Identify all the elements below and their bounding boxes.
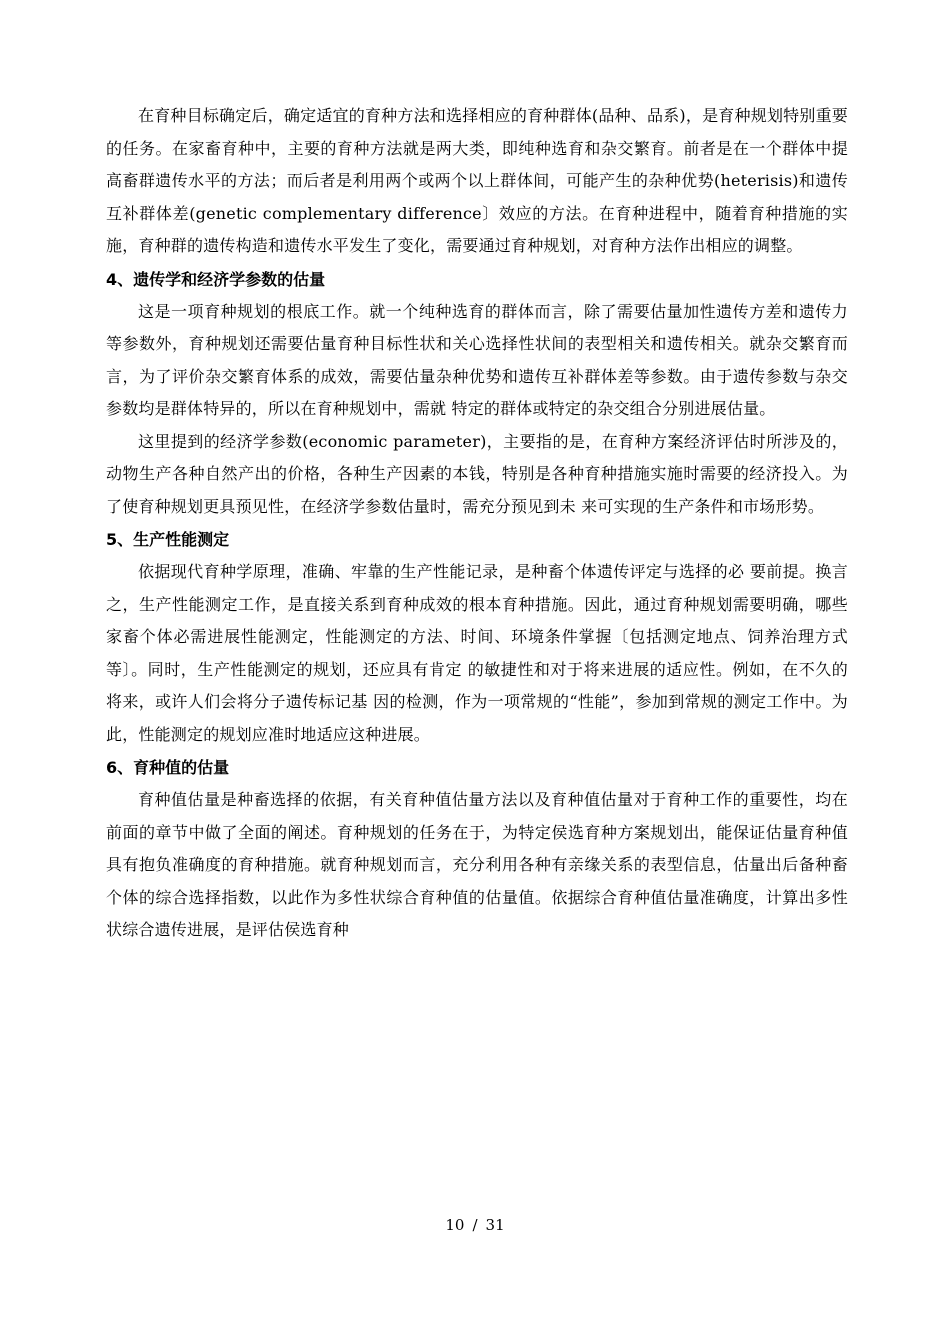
heading-breeding-value: 6、育种值的估量 [106,758,230,777]
paragraph-genetic-parameters: 这是一项育种规划的根底工作。就一个纯种选育的群体而言，除了需要估量加性遗传方差和遗传力等参数外，育种规划还需要估量育种目标性状和关心选择性状间的表型相关和遗传相关。就杂交繁育而言，为了评价杂交繁育体系的成效，需要估量杂种优势和遗传互补群体差等参数。由于遗传参数与杂交参数均是群体特异的，所以在育种规划中，需就 特定的群体或特定的杂交组合分别进展估量。 [106,301,848,418]
paragraph-economic-parameters: 这里提到的经济学参数(economic parameter)，主要指的是，在育种方案经济评估时所涉及的，动物生产各种自然产出的价格，各种生产因素的本钱，特别是各种育种措施实施时需要的经济投入。为了使育种规划更具预见性，在经济学参数估量时，需充分预见到未 来可实现的生产条件和市场形势。 [106,431,848,516]
heading-performance-testing: 5、生产性能测定 [106,530,230,549]
paragraph-breeding-value: 育种值估量是种畜选择的依据，有关育种值估量方法以及育种值估量对于育种工作的重要性，均在前面的章节中做了全面的阐述。育种规划的任务在于，为特定侯选育种方案规划出，能保证估量育种值具有抱负准确度的育种措施。就育种规划而言，充分利用各种有亲缘关系的表型信息，估量出后备种畜个体的综合选择指数，以此作为多性状综合育种值的估量值。依据综合育种值估量准确度，计算出多性状综合遗传进展，是评估侯选育种 [106,790,848,939]
page-separator: / [472,1216,478,1234]
current-page-number: 10 [445,1216,465,1234]
page-body [106,100,848,947]
heading-parameter-estimation: 4、遗传学和经济学参数的估量 [106,269,326,289]
paragraph-performance-testing: 依据现代育种学原理，准确、牢靠的生产性能记录，是种畜个体遗传评定与选择的必 要前提。换言之，生产性能测定工作，是直接关系到育种成效的根本育种措施。因此，通过育种规划需要明确，哪些家畜个体必需进展性能测定，性能测定的方法、时间、环境条件掌握〔包括测定地点、饲养治理方式等〕。同时，生产性能测定的规划，还应具有肯定 的敏捷性和对于将来进展的适应性。例如，在不久的将来，或许人们会将分子遗传标记基 因的检测，作为一项常规的“性能”，参加到常规的测定工作中。为此，性能测定的规划应准时地适应这种进展。 [106,562,848,744]
total-pages: 31 [485,1216,505,1234]
page-number-footer [0,1216,950,1234]
paragraph-breeding-methods: 在育种目标确定后，确定适宜的育种方法和选择相应的育种群体(品种、品系)，是育种规划特别重要的任务。在家畜育种中，主要的育种方法就是两大类，即纯种选育和杂交繁育。前者是在一个群体中提高畜群遗传水平的方法；而后者是利用两个或两个以上群体间，可能产生的杂种优势(heterisis)和遗传互补群体差(genetic complementary difference〕效应的方法。在育种进程中，随着育种措施的实施，育种群的遗传构造和遗传水平发生了变化，需要通过育种规划，对育种方法作出相应的调整。 [106,106,848,255]
